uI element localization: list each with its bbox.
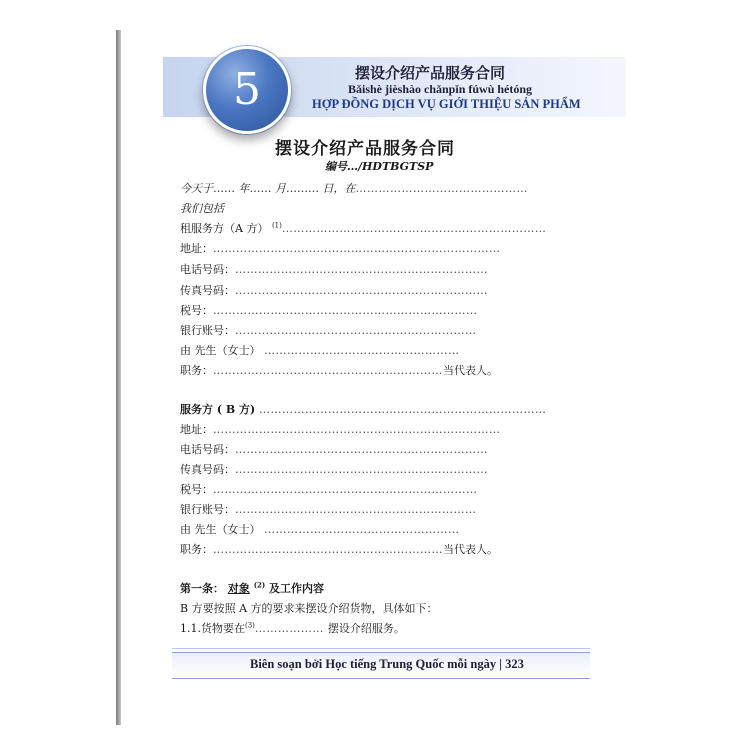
clause-1-1: 1.1.货物要在$^{(3)}$……………… 摆设介绍服务。 xyxy=(180,621,405,635)
party-a-line: 租服务方（A 方） $^{(1)}$…………………………………………………………… xyxy=(180,221,547,235)
party-a-fax: 传真号码：………………………………………………………… xyxy=(180,284,488,297)
party-b-fax: 传真号码：………………………………………………………… xyxy=(180,463,488,476)
party-a-tax: 税号：…………………………………………………………… xyxy=(180,304,478,317)
chapter-number: 5 xyxy=(233,64,261,115)
party-b-address: 地址：………………………………………………………………… xyxy=(180,423,501,436)
we-include-line: 我们包括 xyxy=(180,202,224,215)
party-b-tax: 税号：…………………………………………………………… xyxy=(180,483,478,496)
party-a-phone: 电话号码：………………………………………………………… xyxy=(180,263,488,276)
article-1-text: B 方要按照 A 方的要求来摆设介绍货物，具体如下： xyxy=(180,602,438,615)
banner-title-vietnamese: HỢP ĐỒNG DỊCH VỤ GIỚI THIỆU SẢN PHẨM xyxy=(312,97,581,111)
party-b-phone: 电话号码：………………………………………………………… xyxy=(180,443,488,456)
party-b-bank: 银行账号：……………………………………………………… xyxy=(180,503,477,516)
contract-number: 编号…/HDTBGTSP xyxy=(325,160,434,173)
party-b-representative: 由 先生（女士） …………………………………………… xyxy=(180,523,460,536)
banner-title-chinese: 摆设介绍产品服务合同 xyxy=(355,64,506,82)
chapter-number-badge xyxy=(203,46,291,134)
footer-page-text: Biên soạn bởi Học tiếng Trung Quốc mỗi ngày | 323 xyxy=(250,657,524,671)
party-a-representative: 由 先生（女士） …………………………………………… xyxy=(180,344,460,357)
article-1-heading: 第一条： 对象 $^{(2)}$ 及工作内容 xyxy=(180,580,325,595)
party-b-line: 服务方 ( B 方) ………………………………………………………………… xyxy=(180,403,547,416)
party-a-address: 地址：………………………………………………………………… xyxy=(180,242,501,255)
party-a-position: 职务：……………………………………………………当代表人。 xyxy=(180,364,498,377)
party-b-position: 职务：……………………………………………………当代表人。 xyxy=(180,543,498,556)
contract-title: 摆设介绍产品服务合同 xyxy=(275,139,455,159)
banner-title-pinyin: Bǎishè jièshào chǎnpǐn fúwù hétóng xyxy=(348,82,533,96)
footer-rule xyxy=(172,648,590,649)
party-a-bank: 银行账号：……………………………………………………… xyxy=(180,324,477,337)
book-spine-shadow xyxy=(116,30,121,725)
intro-date-line: 今天于…… 年…… 月……… 日，在……………………………………… xyxy=(180,182,528,195)
